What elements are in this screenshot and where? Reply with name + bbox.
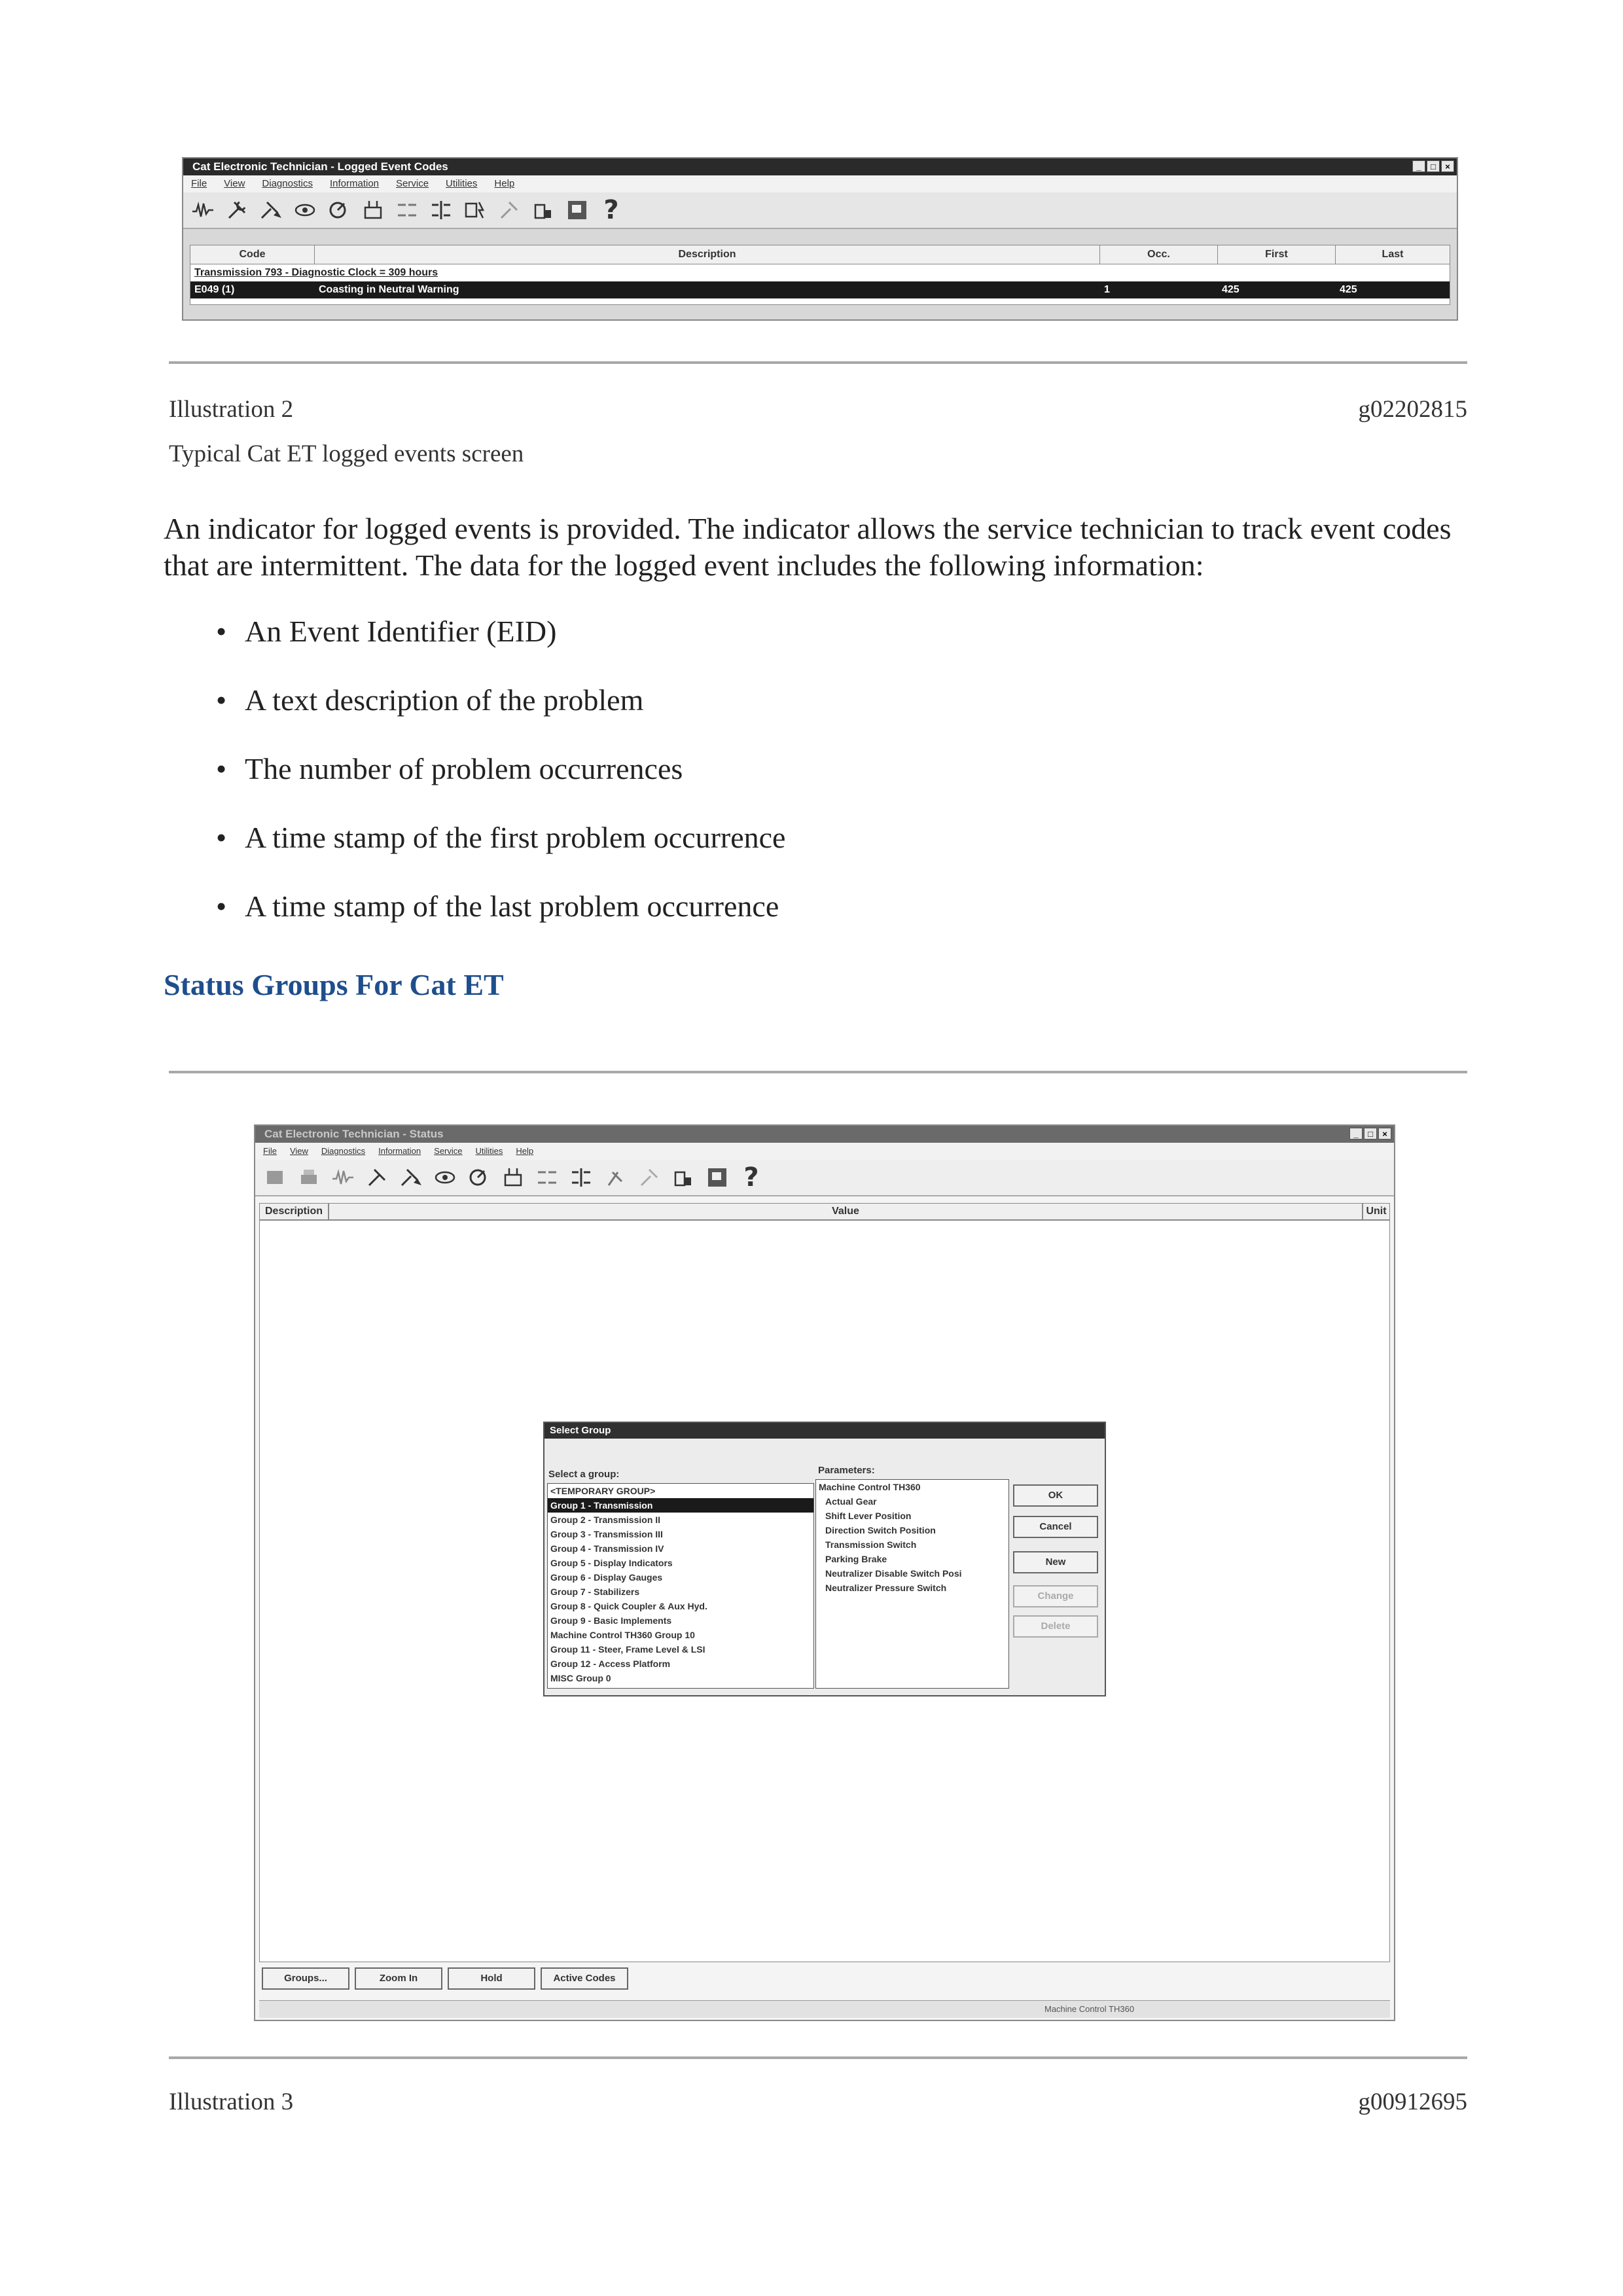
help-icon[interactable]: ? [603, 195, 619, 225]
config-icon[interactable] [636, 1164, 662, 1191]
logged-event-codes-window [182, 157, 1458, 321]
column-occ[interactable]: Occ. [1100, 245, 1218, 264]
list-item: • A time stamp of the last problem occurrence [216, 889, 785, 958]
window-icon[interactable] [704, 1164, 730, 1191]
hold-button[interactable]: Hold [448, 1967, 535, 1990]
column-description[interactable]: Description [315, 245, 1100, 264]
minimize-button[interactable]: _ [1349, 1128, 1363, 1139]
illustration-caption: Typical Cat ET logged events screen [169, 440, 524, 467]
list-item: • The number of problem occurrences [216, 751, 785, 820]
parameters-list[interactable] [815, 1479, 1009, 1689]
list-item[interactable]: Transmission Switch [825, 1539, 917, 1550]
arrows-out-icon[interactable] [568, 1164, 594, 1191]
change-button[interactable]: Change [1013, 1585, 1098, 1607]
menu-utilities[interactable]: Utilities [446, 178, 478, 189]
cancel-button[interactable]: Cancel [1013, 1516, 1098, 1538]
cell-first: 425 [1222, 284, 1240, 295]
delete-button[interactable]: Delete [1013, 1615, 1098, 1638]
connect-icon[interactable] [530, 197, 556, 223]
connect-icon[interactable] [670, 1164, 696, 1191]
list-item[interactable]: Group 8 - Quick Coupler & Aux Hyd. [550, 1601, 707, 1611]
list-item: • An Event Identifier (EID) [216, 614, 785, 683]
menu-service[interactable]: Service [396, 178, 429, 189]
column-code[interactable]: Code [190, 245, 315, 264]
menu-bar [183, 175, 1457, 192]
illustration-id: g00912695 [1358, 2089, 1467, 2115]
arrows-in-icon[interactable] [534, 1164, 560, 1191]
window-icon[interactable] [564, 197, 590, 223]
cell-description: Coasting in Neutral Warning [319, 284, 459, 295]
list-item[interactable]: Group 11 - Steer, Frame Level & LSI [550, 1644, 705, 1655]
new-button[interactable]: New [1013, 1551, 1098, 1573]
waveform-icon[interactable] [190, 197, 216, 223]
print-icon[interactable] [296, 1164, 322, 1191]
body-paragraph: An indicator for logged events is provided. The indicator allows the service technician to track event codes that are intermittent. The data for the logged event includes the following information: [164, 512, 1452, 582]
active-codes-button[interactable]: Active Codes [541, 1967, 628, 1990]
wrench-eye-icon[interactable] [292, 197, 318, 223]
status-bar [259, 2000, 1390, 2018]
arrows-in-icon[interactable] [394, 197, 420, 223]
config-icon[interactable] [496, 197, 522, 223]
list-item[interactable]: Machine Control TH360 Group 10 [550, 1630, 695, 1640]
ok-button[interactable]: OK [1013, 1484, 1098, 1507]
menu-information[interactable]: Information [329, 178, 380, 189]
table-row[interactable] [190, 281, 1450, 298]
list-item[interactable]: Neutralizer Pressure Switch [825, 1583, 947, 1593]
test-icon[interactable] [500, 1164, 526, 1191]
calibrate-icon[interactable] [326, 197, 352, 223]
list-item[interactable]: <TEMPORARY GROUP> [550, 1486, 656, 1496]
minimize-button[interactable]: _ [1412, 160, 1425, 172]
maximize-button[interactable]: □ [1427, 160, 1440, 172]
divider [169, 361, 1467, 364]
tools-icon[interactable] [364, 1164, 390, 1191]
tools-run-icon[interactable] [258, 197, 284, 223]
parameters-label: Parameters: [818, 1465, 875, 1476]
arrows-out-icon[interactable] [428, 197, 454, 223]
status-text: Machine Control TH360 [1044, 2004, 1135, 2014]
illustration-label: Illustration 2 [169, 396, 294, 423]
list-item[interactable]: Machine Control TH360 [819, 1482, 921, 1492]
divider [169, 2056, 1467, 2059]
bullet-list [216, 614, 785, 958]
select-group-dialog [543, 1422, 1106, 1696]
window-title: Cat Electronic Technician - Logged Event Codes [183, 158, 1457, 175]
list-item[interactable]: Group 1 - Transmission [548, 1498, 813, 1513]
column-last[interactable]: Last [1382, 249, 1404, 260]
help-icon[interactable]: ? [743, 1162, 759, 1193]
window-title: Cat Electronic Technician - Status [255, 1126, 1394, 1143]
select-group-label: Select a group: [548, 1469, 620, 1480]
list-item[interactable]: Actual Gear [825, 1496, 877, 1507]
wrench-eye-icon[interactable] [432, 1164, 458, 1191]
cell-occ: 1 [1104, 284, 1110, 295]
menu-utilities[interactable]: Utilities [475, 1146, 503, 1156]
list-item[interactable]: Group 12 - Access Platform [550, 1659, 671, 1669]
menu-information[interactable]: Information [378, 1146, 421, 1156]
flash-icon[interactable] [462, 197, 488, 223]
toolbar [183, 192, 1457, 229]
menu-service[interactable]: Service [434, 1146, 463, 1156]
list-item[interactable]: Group 9 - Basic Implements [550, 1615, 672, 1626]
list-item: • A time stamp of the first problem occurrence [216, 820, 785, 889]
column-value[interactable]: Value [329, 1203, 1363, 1220]
list-item[interactable]: Shift Lever Position [825, 1511, 912, 1521]
tools-run-icon[interactable] [398, 1164, 424, 1191]
menu-help[interactable]: Help [494, 178, 515, 189]
waveform-icon[interactable] [330, 1164, 356, 1191]
group-row[interactable] [190, 264, 1450, 281]
divider [169, 1071, 1467, 1073]
list-item: • A text description of the problem [216, 683, 785, 751]
event-table [190, 245, 1450, 305]
column-first[interactable]: First [1218, 245, 1336, 264]
window-controls [1412, 160, 1454, 173]
tools-icon[interactable] [224, 197, 250, 223]
section-heading[interactable]: Status Groups For Cat ET [164, 968, 504, 1001]
calibrate-icon[interactable] [466, 1164, 492, 1191]
list-item[interactable]: Group 5 - Display Indicators [550, 1558, 673, 1568]
test-icon[interactable] [360, 197, 386, 223]
list-item[interactable]: Group 4 - Transmission IV [550, 1543, 664, 1554]
illustration-id: g02202815 [1358, 396, 1467, 423]
groups-button[interactable]: Groups... [262, 1967, 349, 1990]
list-item[interactable]: Group 7 - Stabilizers [550, 1587, 640, 1597]
menu-bar [255, 1143, 1394, 1160]
menu-diagnostics[interactable]: Diagnostics [262, 178, 313, 189]
close-button[interactable]: × [1378, 1128, 1391, 1139]
cell-code: E049 (1) [194, 284, 235, 295]
group-row-label: Transmission 793 - Diagnostic Clock = 309 hours [194, 267, 438, 278]
list-item[interactable]: Parking Brake [825, 1554, 887, 1564]
list-item[interactable]: MISC Group 0 [550, 1673, 611, 1683]
toolbar [255, 1160, 1394, 1196]
menu-file[interactable]: File [263, 1146, 277, 1156]
illustration-label: Illustration 3 [169, 2089, 294, 2115]
disk-icon[interactable] [262, 1164, 288, 1191]
dialog-title: Select Group [544, 1423, 1105, 1439]
zoom-in-button[interactable]: Zoom In [355, 1967, 442, 1990]
list-item[interactable]: Group 2 - Transmission II [550, 1515, 661, 1525]
column-description[interactable]: Description [259, 1203, 329, 1220]
menu-view[interactable]: View [289, 1146, 308, 1156]
menu-view[interactable]: View [224, 178, 245, 189]
window-controls [1349, 1128, 1391, 1141]
flash-icon[interactable] [602, 1164, 628, 1191]
close-button[interactable]: × [1441, 160, 1454, 172]
group-list[interactable] [547, 1483, 814, 1689]
list-item[interactable]: Group 3 - Transmission III [550, 1529, 663, 1539]
list-item[interactable]: Group 6 - Display Gauges [550, 1572, 663, 1583]
maximize-button[interactable]: □ [1364, 1128, 1377, 1139]
menu-file[interactable]: File [191, 178, 207, 189]
cell-last: 425 [1340, 284, 1357, 295]
column-unit[interactable]: Unit [1363, 1203, 1390, 1220]
list-item[interactable]: Neutralizer Disable Switch Posi [825, 1568, 962, 1579]
menu-diagnostics[interactable]: Diagnostics [321, 1146, 366, 1156]
table-header [190, 245, 1450, 264]
menu-help[interactable]: Help [516, 1146, 534, 1156]
list-item[interactable]: Direction Switch Position [825, 1525, 936, 1535]
